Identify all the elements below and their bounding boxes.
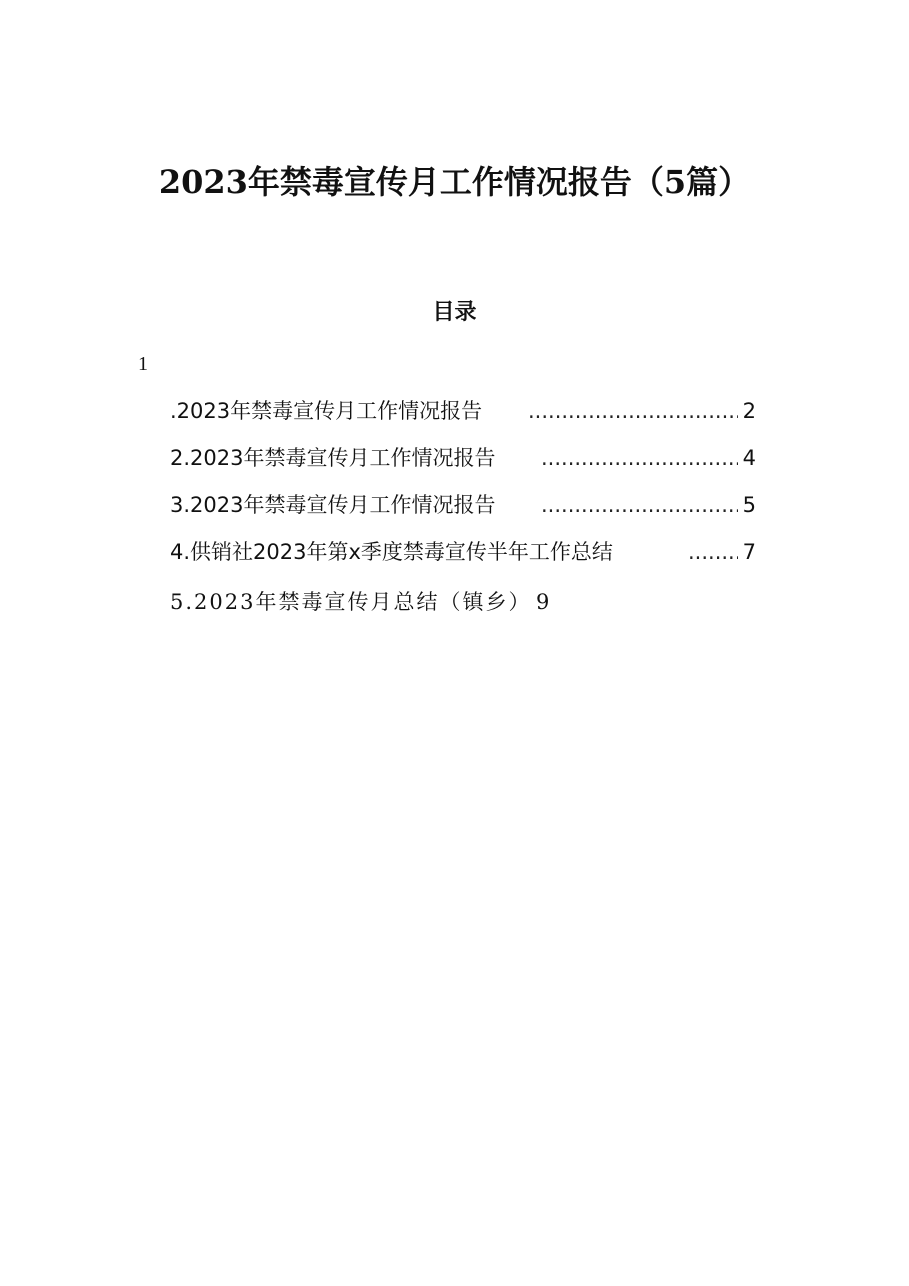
- toc-entry-label: 2.2023年禁毒宣传月工作情况报告: [170, 446, 496, 470]
- document-title: 2023年禁毒宣传月工作情况报告（5篇）: [158, 163, 751, 201]
- toc-entry[interactable]: [0, 488, 909, 522]
- toc-entry-label: .2023年禁毒宣传月工作情况报告: [170, 399, 483, 423]
- toc-entry-page: 9: [536, 590, 552, 614]
- toc-entry-page: 5: [742, 493, 756, 517]
- toc-entry-label: 3.2023年禁毒宣传月工作情况报告: [170, 493, 496, 517]
- toc-entry-page: 2: [742, 399, 756, 423]
- toc-entry[interactable]: [0, 394, 909, 428]
- toc-entry-label: 4.供销社2023年第x季度禁毒宣传半年工作总结: [170, 540, 613, 564]
- toc-stray-number: 1: [138, 353, 148, 375]
- toc-leader-dots: [541, 441, 738, 475]
- toc-entry-label: 5.2023年禁毒宣传月总结（镇乡）: [170, 590, 532, 614]
- toc-leader-dots: [688, 535, 738, 569]
- toc-entry[interactable]: [0, 585, 909, 619]
- toc-leader-dots: [541, 488, 738, 522]
- toc-entry-page: 7: [742, 540, 756, 564]
- toc-leader-dots: [528, 394, 738, 428]
- toc-heading: 目录: [432, 299, 477, 325]
- toc-entry-page: 4: [742, 446, 756, 470]
- toc-entry[interactable]: [0, 441, 909, 475]
- toc-entry[interactable]: [0, 535, 909, 569]
